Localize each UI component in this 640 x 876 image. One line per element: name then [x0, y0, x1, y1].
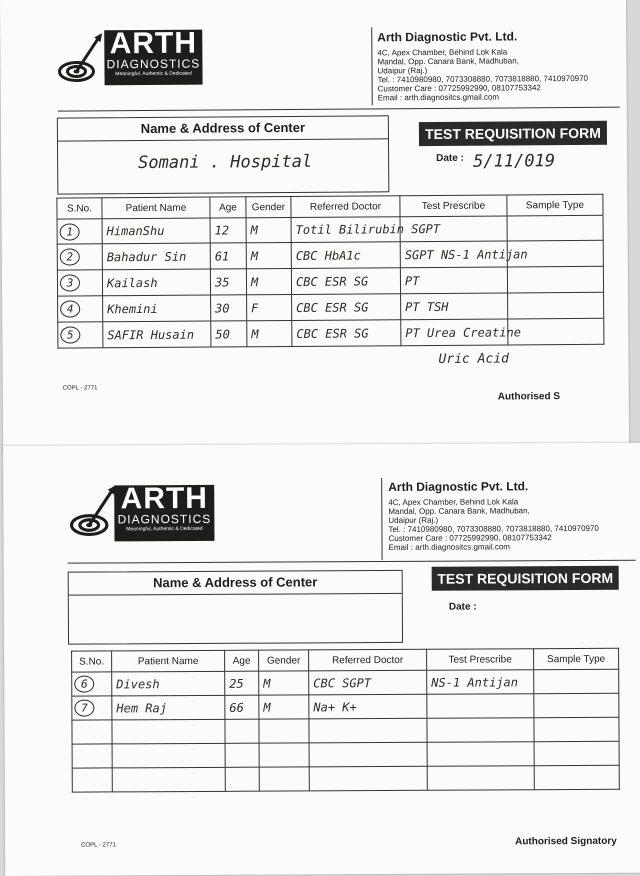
brand-name: ARTH — [109, 26, 198, 61]
brand-sub: DIAGNOSTICS — [106, 56, 201, 72]
col-header: Referred Doctor — [309, 649, 427, 671]
header-divider — [381, 478, 382, 560]
patient-name: Hem Raj — [112, 695, 225, 720]
test-prescribe: PT — [400, 267, 507, 294]
requisition-form-2 — [3, 443, 640, 876]
col-header: Gender — [259, 650, 309, 671]
form-title: TEST REQUISITION FORM — [432, 566, 619, 591]
company-name: Arth Diagnostic Pvt. Ltd. — [388, 479, 529, 494]
referred-doctor: CBC ESR SG — [292, 294, 401, 321]
patient-gender: M — [246, 242, 291, 268]
patient-age: 30 — [211, 295, 247, 321]
table-row — [72, 765, 619, 792]
sample-type — [507, 266, 603, 293]
patient-age: 12 — [210, 218, 246, 243]
col-header: Test Prescribe — [400, 195, 507, 217]
header-rule — [58, 107, 620, 112]
center-label: Name & Address of Center — [69, 571, 402, 596]
table-row — [57, 240, 603, 270]
patient-gender: M — [259, 695, 309, 719]
center-value: Somani . Hospital — [138, 151, 313, 174]
serial-number: 5 — [60, 326, 80, 343]
patient-gender: M — [246, 268, 291, 294]
center-box — [68, 570, 403, 645]
company-address-line: 4C, Apex Chamber, Behind Lok Kala — [377, 47, 508, 58]
col-header: Gender — [246, 196, 291, 217]
col-header: S.No. — [57, 198, 102, 219]
table-header-row — [72, 648, 619, 672]
referred-doctor: CBC ESR SG — [291, 268, 400, 295]
referred-doctor: Na+ K+ — [309, 694, 427, 719]
table-row — [57, 215, 603, 244]
company-address-line: 4C, Apex Chamber, Behind Lok Kala — [388, 497, 519, 507]
patient-age: 66 — [225, 695, 259, 719]
company-address-line: Udaipur (Raj.) — [377, 66, 428, 76]
referred-doctor: CBC ESR SG — [292, 320, 401, 347]
table-row — [57, 266, 603, 296]
patient-gender: M — [246, 217, 291, 242]
patient-name: Divesh — [112, 671, 225, 696]
patients-table — [71, 648, 620, 793]
referred-doctor: CBC SGPT — [309, 670, 427, 695]
patient-name: Bahadur Sin — [102, 243, 210, 270]
form-title: TEST REQUISITION FORM — [419, 121, 607, 146]
referred-doctor: Totil Bilirubin SGPT — [291, 217, 400, 243]
company-email: Email : arth.diagnositcs.gmail.com — [377, 92, 500, 103]
patient-gender: F — [247, 294, 292, 320]
referred-doctor: CBC HbA1c — [291, 242, 400, 269]
serial-number: 3 — [60, 274, 80, 291]
col-header: Patient Name — [102, 197, 210, 219]
company-info — [388, 479, 633, 552]
serial-number: 4 — [60, 300, 80, 317]
table-row — [72, 741, 619, 768]
sample-type — [534, 669, 619, 693]
patient-age: 25 — [225, 671, 259, 695]
test-prescribe: PT TSH — [401, 293, 508, 320]
sample-type — [508, 292, 604, 319]
col-header: Sample Type — [507, 194, 603, 216]
company-address-line: Mandal, Opp. Canara Bank, Madhuban, — [377, 56, 519, 67]
company-customer-care: Customer Care : 07725992990, 08107753342 — [388, 533, 552, 543]
table-row — [58, 292, 604, 322]
patients-table — [56, 194, 604, 349]
patient-name: HimanShu — [102, 218, 210, 244]
brand-logo — [104, 26, 202, 86]
col-header: S.No. — [72, 651, 112, 672]
sample-type — [508, 318, 604, 345]
serial-number: 2 — [60, 248, 80, 265]
test-prescribe: NS-1 Antijan — [427, 670, 534, 695]
serial-number: 1 — [60, 223, 80, 240]
authorised-signatory: Authorised Signatory — [515, 835, 617, 848]
patient-name: Khemini — [103, 295, 211, 322]
brand-tagline: Meaningful, Authentic & Dedicated — [126, 525, 203, 533]
brand-sub: DIAGNOSTICS — [117, 511, 212, 527]
col-header: Age — [225, 650, 259, 671]
date-label: Date : — [448, 601, 477, 613]
sample-type — [507, 215, 603, 241]
test-prescribe-extra: Uric Acid — [438, 351, 510, 367]
col-header: Patient Name — [112, 650, 225, 672]
company-name: Arth Diagnostic Pvt. Ltd. — [377, 29, 518, 45]
patient-gender: M — [247, 320, 292, 346]
header-divider — [371, 27, 373, 105]
patient-name: SAFIR Husain — [103, 321, 211, 348]
brand-name: ARTH — [120, 481, 209, 516]
company-address-line: Udaipur (Raj.) — [388, 515, 439, 525]
copl-number: COPL - 2771 — [62, 385, 98, 392]
col-header: Sample Type — [534, 648, 619, 669]
authorised-signatory: Authorised S — [497, 391, 561, 403]
company-info — [377, 29, 617, 103]
company-tel: Tel. : 7410980980, 7073308880, 7073818880, 7410970970 — [377, 73, 589, 85]
col-header: Referred Doctor — [291, 196, 400, 218]
company-tel: Tel. : 7410980980, 7073308880, 7073818880, 7410970970 — [388, 523, 599, 534]
patient-name: Kailash — [102, 269, 210, 296]
patient-age: 50 — [211, 321, 247, 347]
col-header: Age — [210, 197, 246, 218]
table-row — [72, 693, 619, 720]
table-row — [58, 318, 604, 348]
center-box — [57, 115, 390, 194]
company-email: Email : arth.diagnositcs.gmail.com — [388, 542, 510, 552]
company-address-line: Mandal, Opp. Canara Bank, Madhuban, — [388, 506, 530, 516]
test-prescribe: PT Urea Creatine — [401, 319, 508, 346]
table-row — [72, 717, 619, 744]
target-logo-icon — [56, 33, 106, 83]
company-customer-care: Customer Care : 07725992990, 08107753342 — [377, 83, 541, 94]
copl-number: COPL - 2771 — [81, 842, 116, 849]
sample-type — [534, 693, 619, 717]
col-header: Test Prescribe — [427, 649, 534, 671]
table-row — [72, 669, 619, 696]
patient-age: 61 — [210, 243, 246, 269]
patient-gender: M — [259, 671, 309, 695]
test-prescribe — [427, 694, 534, 719]
header-rule — [68, 560, 636, 564]
test-prescribe: SGPT NS-1 Antijan — [400, 241, 507, 268]
brand-logo — [114, 481, 214, 542]
center-label: Name & Address of Center — [58, 116, 388, 141]
brand-tagline: Meaningful, Authentic & Dedicated — [115, 70, 192, 78]
target-logo-icon — [68, 485, 120, 537]
date-value: 5/11/019 — [473, 151, 556, 172]
serial-number: 6 — [74, 676, 94, 693]
serial-number: 7 — [74, 700, 94, 717]
patient-age: 35 — [210, 269, 246, 295]
date-label: Date : — [436, 152, 464, 164]
